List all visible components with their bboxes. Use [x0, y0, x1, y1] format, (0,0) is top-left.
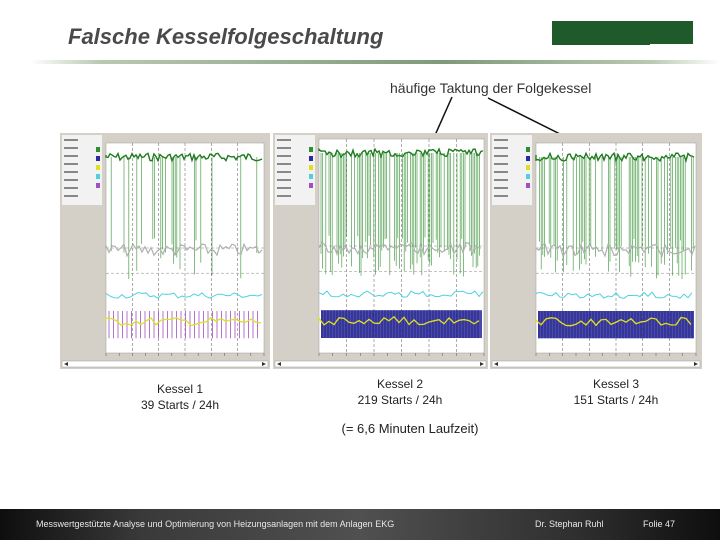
- legend-swatch: [526, 156, 530, 161]
- legend-swatch: [96, 165, 100, 170]
- legend-entry: [277, 163, 291, 165]
- legend-swatch: [309, 165, 313, 170]
- legend-entry: [277, 139, 291, 141]
- legend-entry: [494, 139, 508, 141]
- legend-entry: [64, 195, 78, 197]
- footer-author: Dr. Stephan Ruhl: [535, 519, 604, 529]
- caption-runtime-note: (= 6,6 Minuten Laufzeit): [341, 421, 479, 436]
- scrollbar: [62, 361, 268, 367]
- legend-entry: [277, 179, 291, 181]
- caption-starts: 151 Starts / 24h: [573, 393, 659, 407]
- footer-slide-number: Folie 47: [643, 519, 676, 529]
- chart-svg-3: [490, 133, 702, 369]
- legend-entry: [494, 187, 508, 189]
- legend-swatch: [309, 147, 313, 152]
- legend-swatch: [309, 183, 313, 188]
- legend-entry: [494, 147, 508, 149]
- legend-entry: [64, 171, 78, 173]
- annotation-text: häufige Taktung der Folgekessel: [390, 80, 592, 96]
- legend-swatch: [526, 147, 530, 152]
- footer-title: Messwertgestützte Analyse und Optimierung von Heizungsanlagen mit dem Anlagen EKG: [36, 519, 395, 529]
- legend-entry: [64, 139, 78, 141]
- legend-entry: [494, 195, 508, 197]
- legend-entry: [64, 179, 78, 181]
- legend-swatch: [526, 165, 530, 170]
- caption-name: Kessel 1: [156, 382, 204, 396]
- scrollbar: [275, 361, 486, 367]
- legend-entry: [277, 171, 291, 173]
- logo-notch: [650, 44, 693, 47]
- legend-swatch: [526, 174, 530, 179]
- legend-entry: [494, 163, 508, 165]
- caption-kessel-1: [120, 381, 240, 413]
- legend-swatch: [96, 183, 100, 188]
- slide-title: Falsche Kesselfolgeschaltung: [68, 24, 384, 49]
- legend-entry: [494, 155, 508, 157]
- legend-entry: [494, 179, 508, 181]
- legend-entry: [277, 155, 291, 157]
- chart-svg-1: [60, 133, 270, 369]
- chart-svg-2: [273, 133, 488, 369]
- legend-entry: [277, 147, 291, 149]
- caption-starts: 219 Starts / 24h: [357, 393, 443, 407]
- legend-swatch: [526, 183, 530, 188]
- ekg-chart-kessel-1: [60, 133, 270, 369]
- legend-entry: [64, 187, 78, 189]
- ekg-chart-kessel-3: [490, 133, 702, 369]
- caption-name: Kessel 2: [376, 377, 424, 391]
- legend-entry: [64, 163, 78, 165]
- brand-logo-block: [552, 21, 693, 45]
- caption-kessel-2: [340, 376, 460, 408]
- legend-swatch: [96, 156, 100, 161]
- legend-swatch: [96, 147, 100, 152]
- legend-entry: [64, 147, 78, 149]
- scrollbar: [492, 361, 700, 367]
- burner-band: [321, 310, 482, 338]
- title-divider: [30, 60, 720, 64]
- legend-entry: [64, 155, 78, 157]
- legend-swatch: [96, 174, 100, 179]
- legend-swatch: [309, 174, 313, 179]
- caption-name: Kessel 3: [592, 377, 640, 391]
- caption-kessel-3: [556, 376, 676, 408]
- ekg-chart-kessel-2: [273, 133, 488, 369]
- caption-starts: 39 Starts / 24h: [140, 398, 220, 412]
- legend-entry: [277, 187, 291, 189]
- legend-swatch: [309, 156, 313, 161]
- legend-entry: [494, 171, 508, 173]
- legend-entry: [277, 195, 291, 197]
